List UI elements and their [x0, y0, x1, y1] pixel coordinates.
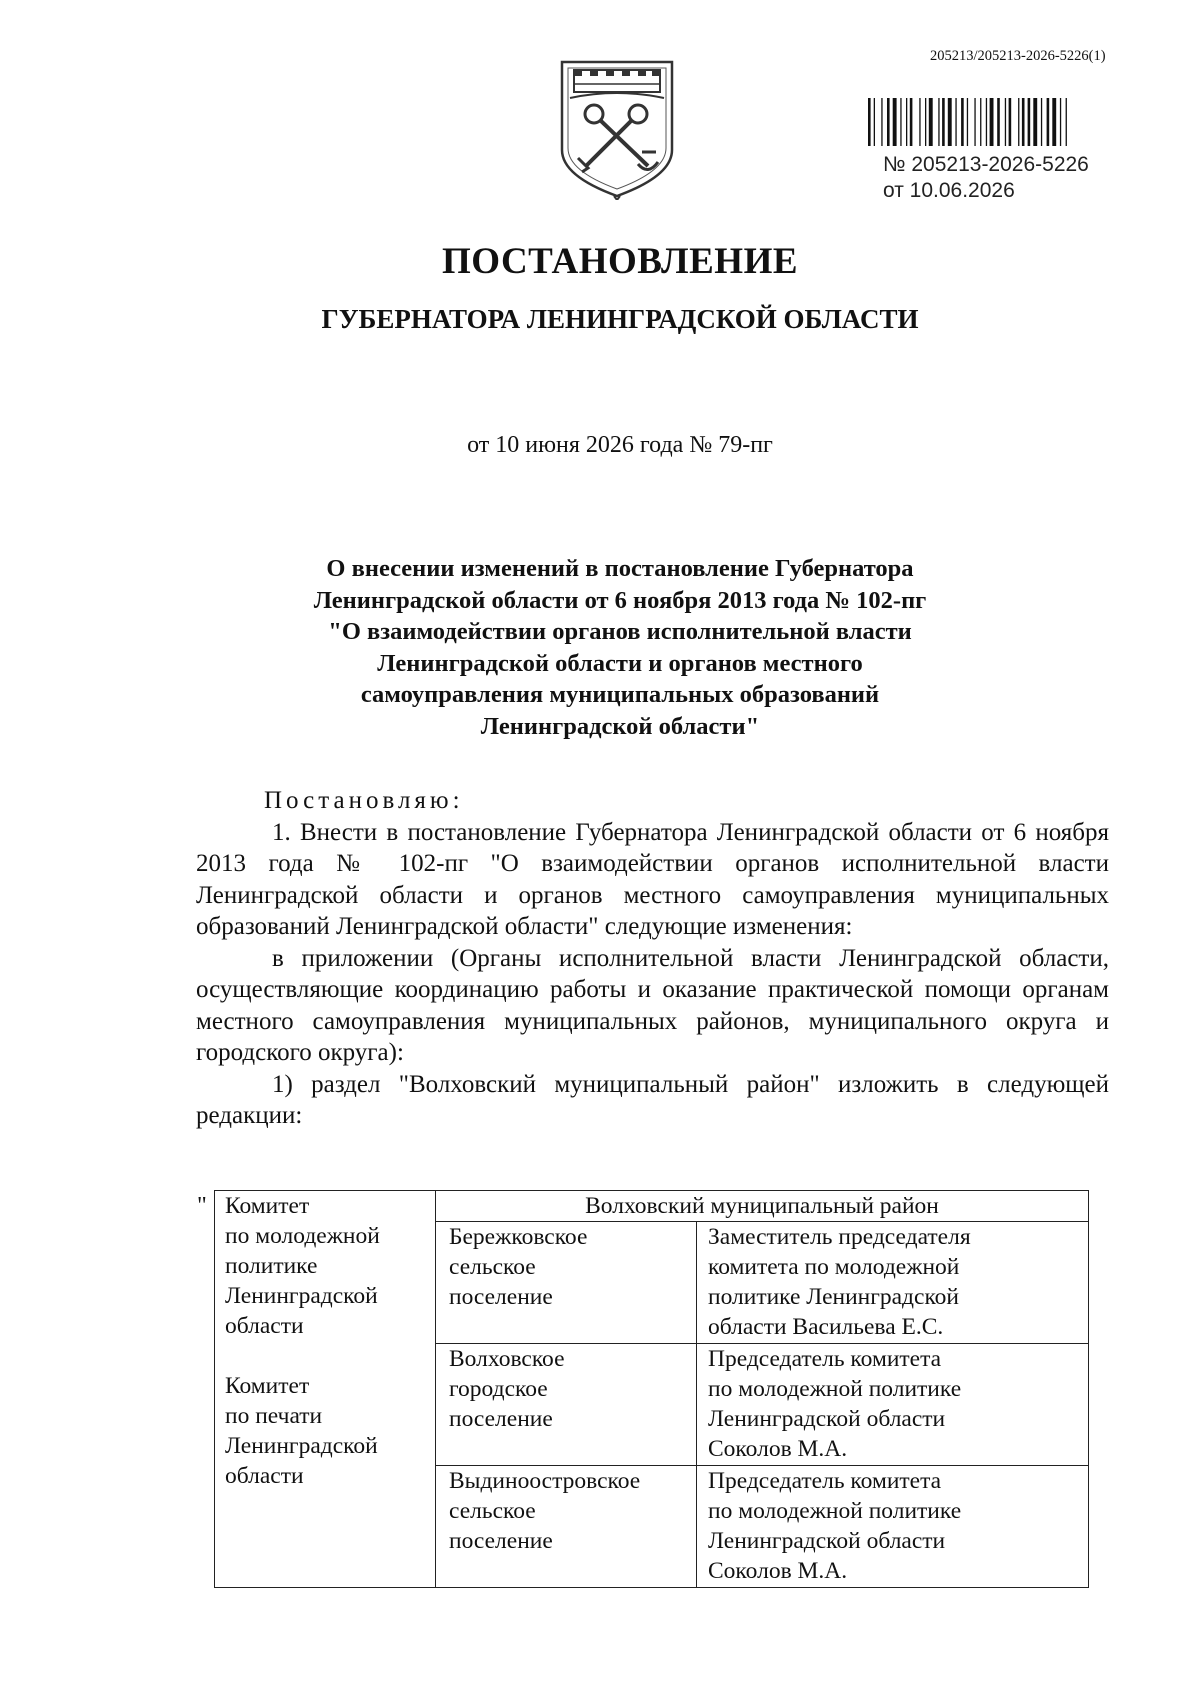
- agency-line: по печати: [225, 1403, 323, 1429]
- document-reference: 205213/205213-2026-5226(1): [930, 48, 1106, 64]
- agency-cell: [215, 1191, 436, 1588]
- agency-line: области: [225, 1313, 304, 1339]
- official-cell: Заместитель председателя комитета по молодежной политике Ленинградской области Васильева Е.С.: [697, 1222, 1089, 1344]
- heading-line: Ленинградской области и органов местного: [377, 649, 863, 677]
- heading-line: Ленинградской области": [480, 712, 760, 740]
- agency-line: Ленинградской: [225, 1433, 378, 1459]
- paragraph-1: 1. Внести в постановление Губернатора Ленинградской области от 6 ноября 2013 года № 102-пг "О взаимодействии органов исполнительной власти Ленинградской области и органов местного самоуправления муниципальных образований Ленинградской области" следующие изменения:: [196, 818, 1109, 940]
- document-subtitle: ГУБЕРНАТОРА ЛЕНИНГРАДСКОЙ ОБЛАСТИ: [321, 304, 919, 334]
- decree-body: [196, 785, 1109, 1132]
- heading-line: самоуправления муниципальных образований: [360, 681, 880, 708]
- decree-heading: [240, 553, 1000, 742]
- settlement-cell: Волховское городское поселение: [436, 1344, 697, 1466]
- registration-date: от 10.06.2026: [883, 179, 1015, 202]
- settlement-cell: Выдинoостровское сельское поселение: [436, 1466, 697, 1588]
- heading-line: "О взаимодействии органов исполнительной власти: [328, 618, 912, 645]
- heading-line: О внесении изменений в постановление Губернатора: [326, 555, 914, 582]
- agency-line: области: [225, 1463, 304, 1489]
- opening-quote: ": [197, 1193, 207, 1219]
- registration-number: № 205213-2026-5226: [883, 153, 1089, 176]
- agency-line: Ленинградской: [225, 1283, 378, 1309]
- registration-stamp: [883, 152, 1089, 204]
- official-cell: Председатель комитета по молодежной политике Ленинградской области Соколов М.А.: [697, 1344, 1089, 1466]
- paragraph-2: в приложении (Органы исполнительной власти Ленинградской области, осуществляющие координацию работы и оказание практической помощи органам местного самоуправления муниципальных районов, муниципального округа и городского округа):: [196, 944, 1109, 1066]
- document-title: ПОСТАНОВЛЕНИЕ: [441, 241, 799, 282]
- agency-line: Комитет: [225, 1373, 310, 1399]
- agency-line: по молодежной: [225, 1223, 380, 1249]
- heading-line: Ленинградской области от 6 ноября 2013 года № 102-пг: [313, 586, 927, 614]
- barcode-icon: [868, 98, 1118, 146]
- paragraph-3: 1) раздел "Волховский муниципальный район" изложить в следующей редакции:: [196, 1070, 1109, 1129]
- coat-of-arms-icon: [556, 58, 678, 200]
- settlement-cell: Бережковское сельское поселение: [436, 1222, 697, 1344]
- decree-word: Постановляю:: [264, 787, 464, 814]
- distribution-table: [214, 1190, 1089, 1588]
- agency-line: политике: [225, 1253, 318, 1279]
- district-header: Волховский муниципальный район: [436, 1191, 1089, 1222]
- official-cell: Председатель комитета по молодежной политике Ленинградской области Соколов М.А.: [697, 1466, 1089, 1588]
- decree-date-number: от 10 июня 2026 года № 79-пг: [467, 432, 773, 458]
- agency-line: Комитет: [225, 1193, 310, 1219]
